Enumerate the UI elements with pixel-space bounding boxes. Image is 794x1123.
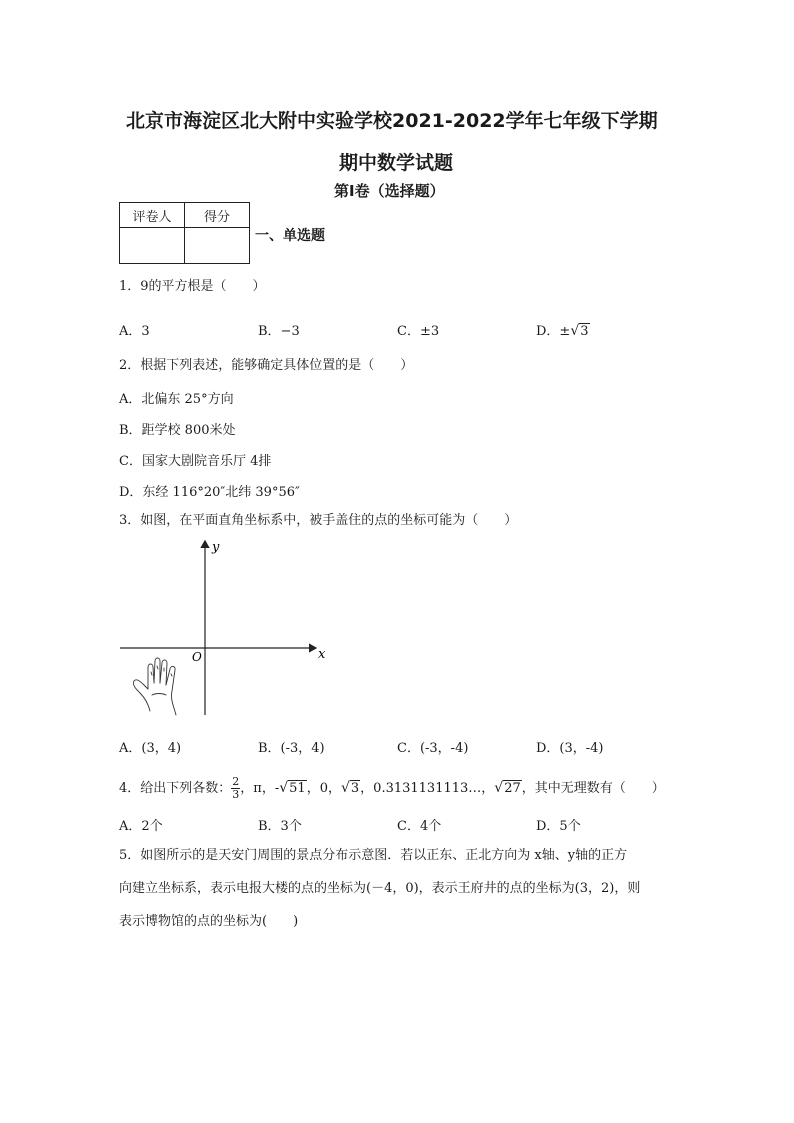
q1-option-b: B．−3 — [258, 324, 300, 339]
sqrt-icon: √ — [570, 323, 580, 339]
q5-line1: 5．如图所示的是天安门周围的景点分布示意图．若以正东、正北方向为 x轴、y轴的正方 — [119, 848, 628, 863]
score-table-header-grader: 评卷人 — [120, 203, 185, 228]
score-table-header-score: 得分 — [185, 203, 250, 228]
q4-prefix: 4．给出下列各数： — [119, 781, 232, 796]
q2-text: 2．根据下列表述，能够确定具体位置的是（ ） — [119, 358, 414, 373]
volume-title: 第I卷（选择题） — [334, 182, 445, 200]
q4-part3: ，0.3131131113…， — [360, 781, 495, 796]
q4-fraction-numerator: 2 — [232, 775, 240, 788]
q3-option-c: C．(-3，-4) — [397, 741, 469, 756]
q1-option-a: A．3 — [119, 324, 150, 339]
q4-fraction-denominator: 3 — [232, 788, 240, 801]
q3-option-a: A．(3，4) — [119, 741, 182, 756]
q2-option-d: D．东经 116°20″北纬 39°56″ — [119, 485, 300, 500]
q4-suffix: ，其中无理数有（ ） — [521, 781, 665, 796]
page-title-line1: 北京市海淀区北大附中实验学校2021-2022学年七年级下学期 — [126, 110, 658, 132]
q4-text — [119, 773, 665, 804]
y-axis-label: y — [212, 540, 220, 555]
q5-line3: 表示博物馆的点的坐标为( ) — [119, 914, 299, 929]
q1-text: 1．9的平方根是（ ） — [119, 279, 266, 294]
q1-option-d-radicand: 3 — [580, 324, 589, 339]
q1-option-d — [536, 320, 590, 339]
sqrt-icon: √ — [279, 780, 289, 796]
q1-option-c: C．±3 — [397, 324, 440, 339]
q4-part2: ，0， — [306, 781, 341, 796]
hand-icon — [133, 658, 176, 715]
q4-radicand-2: 3 — [350, 781, 360, 796]
q3-option-b: B．(-3，4) — [258, 741, 325, 756]
score-table-score-cell — [185, 228, 250, 264]
origin-label: O — [192, 650, 202, 664]
q4-part1: ，π，- — [240, 781, 280, 796]
section-title: 一、单选题 — [255, 228, 325, 244]
score-table-grader-cell — [120, 228, 185, 264]
q4-option-b: B．3个 — [258, 819, 302, 834]
x-axis-label: x — [318, 647, 326, 662]
q2-option-b: B．距学校 800米处 — [119, 423, 236, 438]
q1-option-d-label: D．± — [536, 324, 571, 339]
sqrt-icon: √ — [494, 780, 504, 796]
q2-option-c: C．国家大剧院音乐厅 4排 — [119, 454, 272, 469]
q4-radicand-3: 27 — [504, 781, 521, 796]
page-title-line2: 期中数学试题 — [339, 152, 454, 174]
score-table — [119, 202, 250, 264]
q2-option-a: A．北偏东 25°方向 — [119, 392, 234, 407]
q4-option-c: C．4个 — [397, 819, 442, 834]
q4-radicand-1: 51 — [289, 781, 306, 796]
q4-option-a: A．2个 — [119, 819, 163, 834]
q3-text: 3．如图，在平面直角坐标系中，被手盖住的点的坐标可能为（ ） — [119, 513, 518, 528]
coordinate-plane-figure — [118, 535, 338, 720]
q3-option-d: D．(3，-4) — [536, 741, 604, 756]
q4-fraction — [231, 776, 240, 801]
q5-line2: 向建立坐标系，表示电报大楼的点的坐标为(－4，0)，表示王府井的点的坐标为(3，2)，则 — [119, 881, 641, 896]
q4-option-d: D．5个 — [536, 819, 581, 834]
sqrt-icon: √ — [340, 780, 350, 796]
